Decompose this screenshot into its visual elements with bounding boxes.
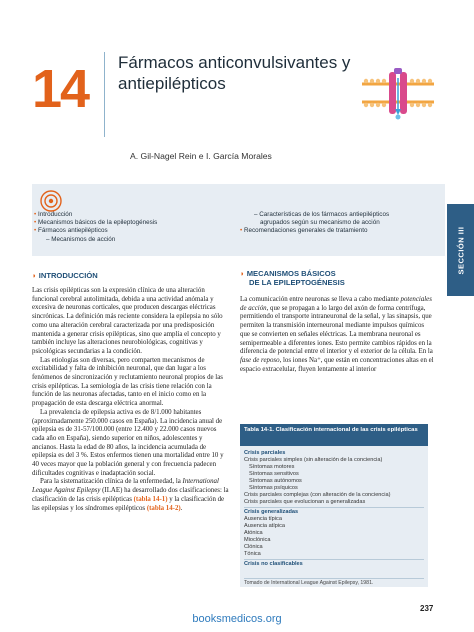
chapter-number: 14 [32, 59, 89, 119]
table-row: Atónica [244, 530, 263, 536]
table-row: Síntomas autónomos [249, 478, 302, 484]
mechanisms-body [240, 296, 435, 374]
contents-item: • Fármacos antiepilépticos [34, 227, 108, 235]
mechanisms-heading: ◗ MECANISMOS BÁSICOS DE LA EPILEPTOGÉNESIS [240, 269, 345, 287]
intro-paragraph: Las etiologías son diversas, pero comparten mecanismos de excitabilidad y falta de inhibición neuronal, que dan lugar a los fenómenos de sincronización y reclutamiento neuronal propios de las crisis epilépticas. La semiología de las crisis tiene relación con la función de las neuronas afectadas, tanto en el inicio como en la propagación de esta descarga eléctrica anormal. [32, 356, 223, 408]
table-category: Crisis generalizadas [244, 507, 424, 516]
heading-marker-icon: ◗ [32, 271, 37, 280]
contents-item: • Mecanismos básicos de la epileptogénesis [34, 219, 158, 227]
page-number: 237 [420, 604, 434, 613]
table-row: Tónica [244, 551, 261, 557]
table-reference-link[interactable]: (tabla 14-2) [146, 504, 181, 512]
section-tab-label: SECCIÓN III [456, 225, 466, 275]
chapter-title-line1: Fármacos anticonvulsivantes y [118, 53, 351, 72]
table-row: Crisis parciales complejas (con alteración de la conciencia) [244, 492, 391, 498]
table-row: Mioclónica [244, 537, 271, 543]
chapter-authors: A. Gil-Nagel Rein e I. García Morales [130, 151, 272, 161]
intro-heading: ◗ INTRODUCCIÓN [32, 271, 98, 280]
contents-item: • Introducción [34, 211, 73, 218]
title-divider [104, 52, 105, 137]
table-row: Síntomas psíquicos [249, 485, 298, 491]
mechanisms-paragraph: La comunicación entre neuronas se lleva a cabo mediante potenciales de acción, que se propagan a lo largo del axón de forma centrífuga, permitiendo el transporte intraneuronal de la señal, y las sinapsis, que permiten la transmisión interneuronal mediante impulsos químicos que se convierten en señales eléctricas. La membrana neuronal es semipermeable a diferentes iones. Esto permite cambios rápidos en la diferencia de potencial entre el interior y el exterior de la célula. En la fase de reposo, los iones Na⁺, que están en concentraciones altas en el espacio extracelular, fluyen lentamente al interior [240, 296, 434, 373]
table-row: Ausencia atípica [244, 523, 286, 529]
intro-paragraph: Las crisis epilépticas son la expresión clínica de una alteración funcional cerebral autolimitada, debida a una actividad anómala y excesiva de neuronas corticales, que producen descargas eléctricas sincrónicas. La definición más reciente considera la epilepsia no sólo como una alteración cerebral caracterizada por una predisposición mantenida a generar crisis epilépticas, sino que amplía el concepto y también incluye las alteraciones neurobiológicas, cognitivas y psicológicas secundarias a la condición. [32, 287, 223, 355]
table-body [244, 449, 424, 568]
table-row: Crisis parciales simples (sin alteración de la conciencia) [244, 457, 383, 463]
intro-paragraph-last: Para la sistematización clínica de la enfermedad, la International League Against Epilepsy (ILAE) ha desarrollado dos clasificaciones: la clasificación de las crisis epilépticas (tabla 14-1) y la clasificación de las epilepsias y los síndromes epilépticos (tabla 14-2). [32, 478, 229, 512]
table-row: Crisis parciales que evolucionan a generalizadas [244, 499, 366, 505]
table-row: Síntomas sensitivos [249, 471, 299, 477]
contents-item: • Recomendaciones generales de tratamiento [240, 227, 368, 235]
contents-subitem: – Características de los fármacos antiepilépticos [254, 211, 390, 218]
chapter-title [118, 52, 368, 94]
table-footnote: Tomado de International League Against Epilepsy, 1981. [244, 578, 424, 586]
site-watermark[interactable]: booksmedicos.org [192, 613, 282, 625]
table-row: Síntomas motores [249, 464, 295, 470]
contents-subitem-continued: agrupados según su mecanismo de acción [260, 219, 380, 227]
table-row: Ausencia típica [244, 516, 282, 522]
ion-channel-illustration [362, 66, 434, 122]
contents-subitem: – Mecanismos de acción [46, 235, 116, 243]
table-category: Crisis no clasificables [244, 559, 424, 568]
chapter-title-line2: antiepilépticos [118, 74, 226, 93]
intro-body [32, 287, 229, 513]
table-reference-link[interactable]: (tabla 14-1) [133, 495, 168, 503]
contents-left-column [34, 211, 157, 244]
table-title: Tabla 14-1. Clasificación internacional de las crisis epilépticas [244, 427, 418, 433]
table-row: Clónica [244, 544, 263, 550]
target-circles-icon [40, 190, 62, 212]
intro-paragraph: La prevalencia de epilepsia activa es de 8/1.000 habitantes (aproximadamente 250.000 casos en España). La incidencia anual de epilepsia es de 31-57/100.000 (entre 12.400 y 22.000 casos nuevos cada año en España), siendo superior en niños, adolescentes y ancianos. Hasta la edad de 80 años, la incidencia acumulada de epilepsia es del 3 %. Estos enfermos tienen una mortalidad entre 10 y 40 veces mayor que la población general y con frecuencia padecen dificultades cognitivas e inadaptación social. [32, 408, 224, 477]
heading-marker-icon: ◗ [240, 269, 245, 278]
table-category: Crisis parciales [244, 450, 286, 456]
contents-right-column [240, 211, 389, 236]
section-tab-label-wrap [447, 204, 474, 296]
